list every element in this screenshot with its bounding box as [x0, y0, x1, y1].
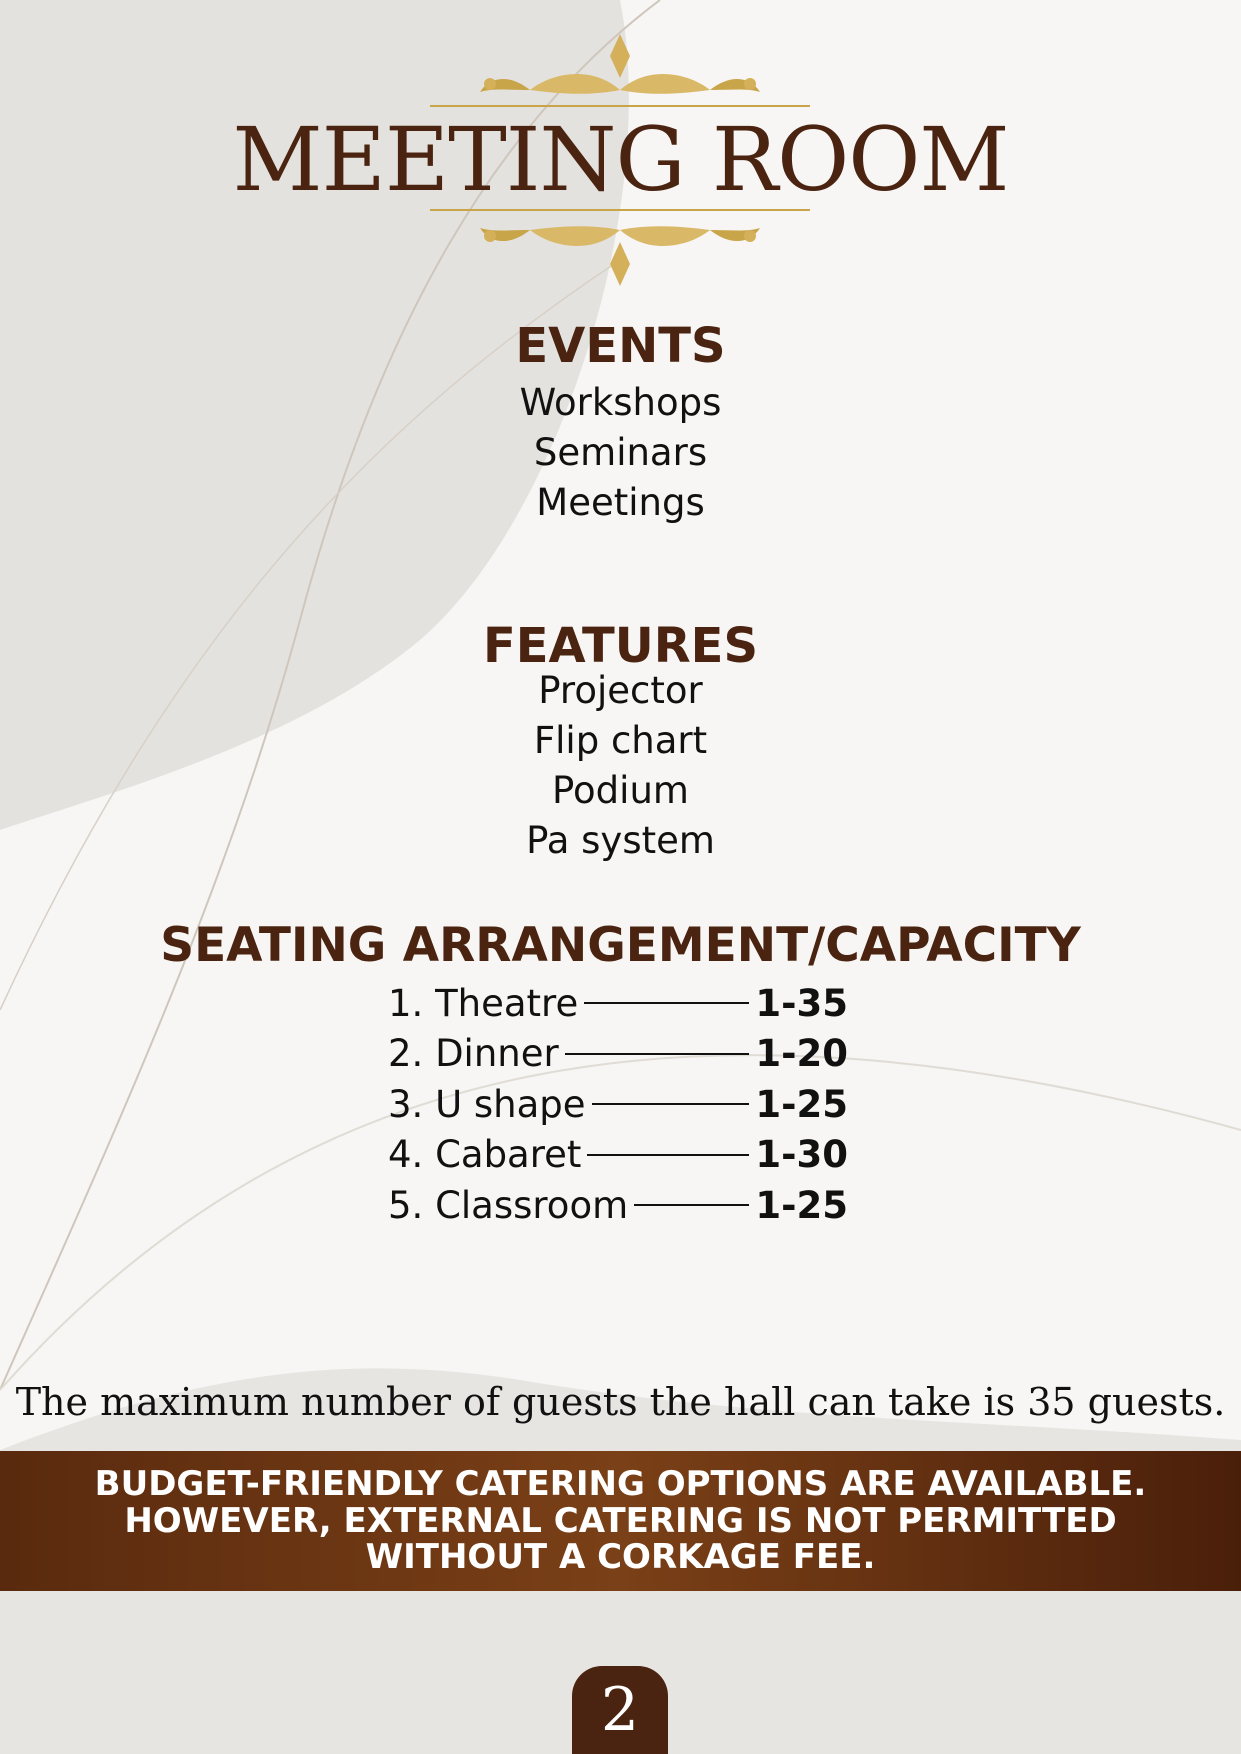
list-item: Workshops — [519, 381, 722, 424]
seating-name: 4. Cabaret — [388, 1133, 582, 1177]
features-list — [0, 666, 1241, 866]
seating-row — [388, 978, 848, 1029]
seating-name: 2. Dinner — [388, 1032, 559, 1076]
list-item: Pa system — [526, 819, 715, 862]
seating-capacity: 1-20 — [755, 1032, 848, 1076]
list-item: Flip chart — [533, 719, 708, 762]
list-item: Projector — [538, 669, 703, 712]
banner-line-1: BUDGET-FRIENDLY CATERING OPTIONS ARE AVAILABLE. — [94, 1464, 1147, 1504]
leader-line — [587, 1154, 749, 1156]
banner-line-3: WITHOUT A CORKAGE FEE. — [365, 1537, 876, 1577]
seating-capacity: 1-25 — [755, 1183, 848, 1227]
seating-row — [388, 1130, 848, 1181]
seating-row — [388, 1180, 848, 1231]
seating-name: 3. U shape — [388, 1082, 586, 1126]
list-item: Meetings — [536, 481, 705, 524]
list-item: Podium — [552, 769, 689, 812]
events-list — [0, 378, 1241, 528]
seating-capacity: 1-30 — [755, 1133, 848, 1177]
leader-line — [634, 1204, 749, 1206]
leader-line — [584, 1002, 749, 1004]
page-title: MEETING ROOM — [232, 108, 1009, 211]
list-item: Seminars — [533, 431, 708, 474]
seating-heading: SEATING ARRANGEMENT/CAPACITY — [160, 918, 1081, 973]
seating-list — [388, 978, 848, 1231]
page-number: 2 — [572, 1666, 668, 1754]
features-heading: FEATURES — [482, 618, 759, 674]
seating-row — [388, 1029, 848, 1080]
seating-name: 5. Classroom — [388, 1183, 629, 1227]
seating-capacity: 1-25 — [755, 1082, 848, 1126]
seating-name: 1. Theatre — [388, 981, 579, 1025]
top-ornament — [430, 34, 810, 114]
seating-row — [388, 1079, 848, 1130]
capacity-note: The maximum number of guests the hall can take is 35 guests. — [15, 1380, 1226, 1424]
catering-banner — [0, 1451, 1241, 1591]
leader-line — [592, 1103, 750, 1105]
bottom-ornament — [430, 206, 810, 286]
seating-capacity: 1-35 — [755, 981, 848, 1025]
events-heading: EVENTS — [515, 318, 726, 374]
leader-line — [565, 1053, 750, 1055]
banner-line-2: HOWEVER, EXTERNAL CATERING IS NOT PERMITTED — [124, 1501, 1117, 1541]
